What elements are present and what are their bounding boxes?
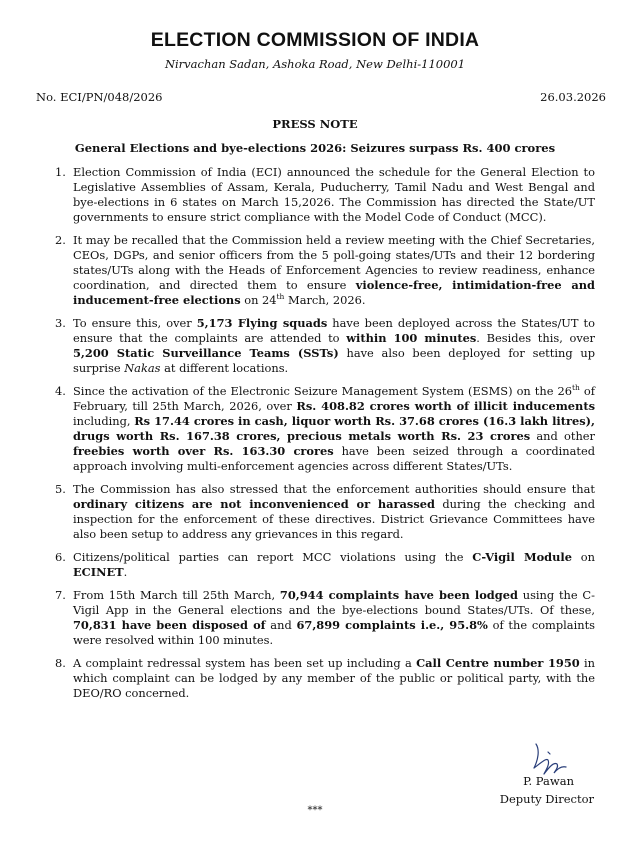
paragraph-number: 8. — [55, 656, 66, 670]
reference-number: No. ECI/PN/048/2026 — [36, 90, 163, 104]
paragraph-item — [50, 656, 595, 701]
paragraph-text: March, 2026. — [284, 293, 366, 307]
paragraph-item — [50, 588, 595, 648]
paragraph-text: Citizens/political parties can report MCC violations using the — [73, 550, 473, 564]
paragraph-text: Since the activation of the Electronic Seizure Management System (ESMS) on the 26 — [73, 384, 572, 398]
paragraph-emphasis: 5,173 Flying squads — [196, 316, 328, 330]
paragraph-emphasis: Rs. 408.82 crores worth of illicit inducements — [296, 399, 595, 413]
paragraph-emphasis: C-Vigil Module — [472, 550, 572, 564]
paragraph-text: on — [572, 550, 595, 564]
paragraph-number: 5. — [55, 482, 66, 496]
paragraph-text: . — [123, 565, 128, 579]
paragraph-emphasis: 5,200 Static Surveillance Teams (SSTs) — [73, 346, 339, 360]
paragraph-item — [50, 384, 595, 474]
end-mark: *** — [307, 805, 323, 816]
signatory-designation: Deputy Director — [499, 792, 594, 806]
paragraph-text: of the complaints were resolved within 100 minutes. — [73, 618, 595, 647]
ordinal-suffix: th — [276, 292, 285, 302]
paragraph-text: Election Commission of India (ECI) announced the schedule for the General Election to Legislative Assemblies of Assam, Kerala, Puducherry, Tamil Nadu and West Bengal and bye-elections in 6 states on March 15,2026. The Commission has directed the State/UT governments to ensure strict compliance with the Model Code of Conduct (MCC). — [73, 165, 595, 224]
paragraph-emphasis: ordinary citizens are not inconvenienced or harassed — [73, 497, 435, 511]
paragraph-number: 7. — [55, 588, 66, 602]
paragraph-text: . Besides this, over — [476, 331, 595, 345]
numbered-paragraphs — [50, 165, 595, 709]
paragraph-item — [50, 482, 595, 542]
paragraph-emphasis: ECINET — [73, 565, 124, 579]
paragraph-text: The Commission has also stressed that the enforcement authorities should ensure that — [73, 482, 595, 496]
paragraph-text: at different locations. — [160, 361, 289, 375]
paragraph-text: have also been deployed for setting up surprise — [73, 346, 595, 375]
paragraph-text: using the C-Vigil App in the General elections and the bye-elections bound States/UTs. Of these, — [73, 588, 595, 617]
ordinal-suffix: th — [572, 383, 580, 393]
paragraph-number: 2. — [55, 233, 66, 247]
organization-title: ELECTION COMMISSION OF INDIA — [150, 29, 480, 51]
paragraph-text: A complaint redressal system has been set up including a — [73, 656, 417, 670]
paragraph-item — [50, 316, 595, 376]
paragraph-text: have been seized through a coordinated approach involving multi-enforcement agencies across different States/UTs. — [73, 444, 595, 473]
press-note-heading: PRESS NOTE — [272, 117, 358, 131]
paragraph-emphasis: Rs 17.44 crores in cash, liquor worth Rs. 37.68 crores (16.3 lakh litres), drugs worth Rs. 167.38 crores, precious metals worth Rs. 23 crores — [73, 414, 595, 443]
reference-row — [36, 90, 606, 104]
signature-block — [434, 740, 594, 812]
paragraph-text: of February, till 25th March, 2026, over — [73, 384, 595, 413]
paragraph-text: in which complaint can be lodged by any member of the public or political party, with the DEO/RO concerned. — [73, 656, 595, 700]
paragraph-emphasis: 70,944 complaints have been lodged — [279, 588, 518, 602]
paragraph-emphasis: Call Centre number 1950 — [416, 656, 580, 670]
paragraph-text: including, — [73, 414, 135, 428]
paragraph-number: 1. — [55, 165, 66, 179]
subject-line: General Elections and bye-elections 2026: Seizures surpass Rs. 400 crores — [74, 141, 556, 155]
issue-date: 26.03.2026 — [540, 90, 606, 104]
organization-address: Nirvachan Sadan, Ashoka Road, New Delhi-110001 — [164, 57, 466, 71]
paragraph-text: on 24 — [240, 293, 277, 307]
paragraph-item — [50, 233, 595, 308]
paragraph-number: 4. — [55, 384, 66, 398]
paragraph-text: It may be recalled that the Commission held a review meeting with the Chief Secretaries, CEOs, DGPs, and senior officers from the 5 poll-going states/UTs and their 12 bordering states/UTs along with the Heads of Enforcement Agencies to review readiness, enhance coordination, and directed them to ensure — [73, 233, 595, 292]
paragraph-emphasis: freebies worth over Rs. 163.30 crores — [73, 444, 334, 458]
paragraph-text: From 15th March till 25th March, — [73, 588, 280, 602]
paragraph-text: have been deployed across the States/UT to ensure that the complaints are attended to — [73, 316, 595, 345]
paragraph-text: and other — [530, 429, 595, 443]
paragraph-emphasis: 70,831 have been disposed of — [73, 618, 266, 632]
paragraph-number: 6. — [55, 550, 66, 564]
paragraph-number: 3. — [55, 316, 66, 330]
paragraph-text: Nakas — [124, 361, 161, 375]
signatory-name: P. Pawan — [523, 774, 574, 788]
paragraph-text: and — [265, 618, 297, 632]
paragraph-item — [50, 165, 595, 225]
paragraph-emphasis: within 100 minutes — [346, 331, 477, 345]
paragraph-emphasis: violence-free, intimidation-free and inducement-free elections — [73, 278, 595, 307]
paragraph-text: during the checking and inspection for the enforcement of these directives. District Grievance Committees have also been setup to address any grievances in this regard. — [73, 497, 595, 541]
paragraph-text: To ensure this, over — [73, 316, 197, 330]
paragraph-item — [50, 550, 595, 580]
paragraph-emphasis: 67,899 complaints i.e., 95.8% — [296, 618, 488, 632]
